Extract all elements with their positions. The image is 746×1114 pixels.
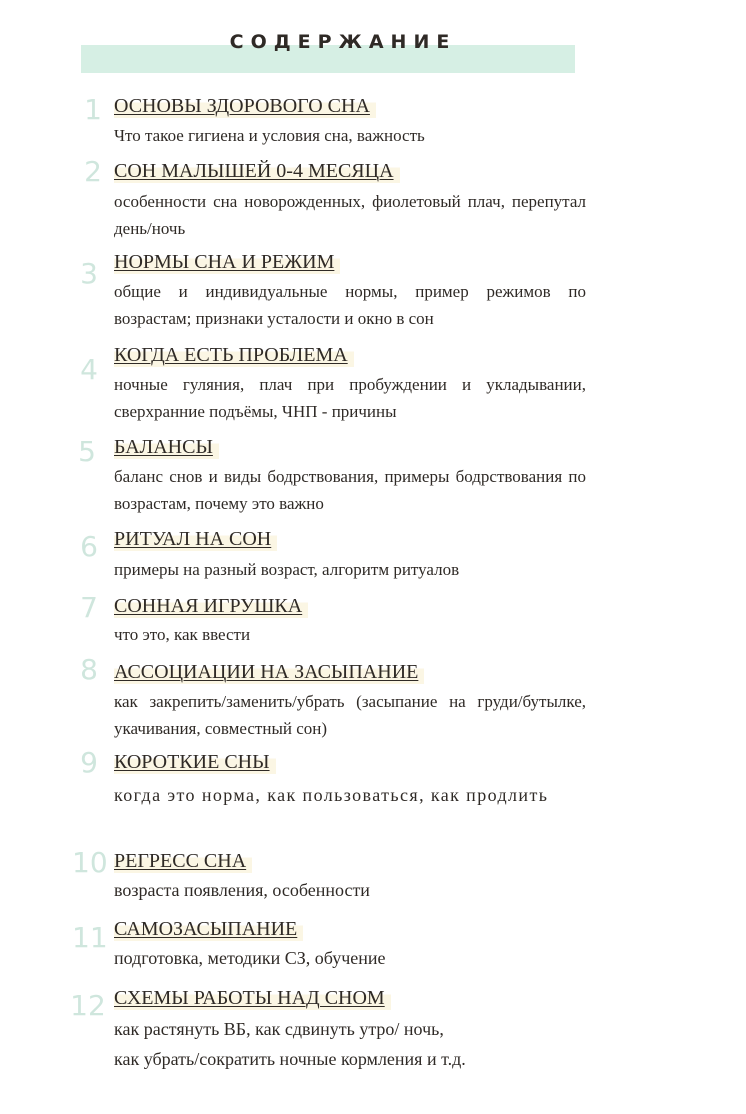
- item-heading[interactable]: САМОЗАСЫПАНИЕ: [114, 917, 303, 941]
- item-number: 8: [80, 653, 98, 686]
- item-heading[interactable]: РИТУАЛ НА СОН: [114, 527, 277, 551]
- item-heading[interactable]: РЕГРЕСС СНА: [114, 849, 252, 873]
- item-number: 11: [72, 921, 108, 954]
- item-number: 12: [70, 989, 106, 1022]
- item-description-line-2: как убрать/сократить ночные кормления и т.д.: [114, 1049, 466, 1069]
- item-description: что это, как ввести: [114, 625, 251, 644]
- item-description: [114, 1014, 586, 1074]
- item-number: 2: [84, 155, 102, 188]
- item-heading[interactable]: КОРОТКИЕ СНЫ: [114, 750, 276, 774]
- item-heading[interactable]: СОННАЯ ИГРУШКА: [114, 594, 308, 618]
- item-description: баланс снов и виды бодрствования, примеры бодрствования по возрастам, почему это важно: [114, 467, 586, 513]
- item-number: 5: [78, 435, 96, 468]
- item-description: примеры на разный возраст, алгоритм ритуалов: [114, 560, 460, 579]
- item-heading[interactable]: БАЛАНСЫ: [114, 435, 219, 459]
- item-number: 1: [84, 93, 102, 126]
- page-title: СОДЕРЖАНИЕ: [229, 31, 457, 53]
- item-number: 4: [80, 353, 98, 386]
- item-description: общие и индивидуальные нормы, пример режимов по возрастам; признаки усталости и окно в сон: [114, 282, 586, 328]
- item-description: ночные гуляния, плач при пробуждении и укладывании, сверхранние подъёмы, ЧНП - причины: [114, 375, 586, 421]
- item-heading[interactable]: АССОЦИАЦИИ НА ЗАСЫПАНИЕ: [114, 660, 424, 684]
- item-heading[interactable]: НОРМЫ СНА И РЕЖИМ: [114, 250, 340, 274]
- item-number: 9: [80, 746, 98, 779]
- item-description-line-1: как растянуть ВБ, как сдвинуть утро/ ночь,: [114, 1019, 444, 1039]
- item-description: как закрепить/заменить/убрать (засыпание на груди/бутылке, укачивания, совместный сон): [114, 692, 586, 738]
- item-description: Что такое гигиена и условия сна, важность: [114, 126, 425, 145]
- item-heading[interactable]: СОН МАЛЫШЕЙ 0-4 МЕСЯЦА: [114, 159, 400, 183]
- item-description: когда это норма, как пользоваться, как продлить: [114, 785, 549, 805]
- item-description: возраста появления, особенности: [114, 880, 370, 900]
- item-number: 6: [80, 530, 98, 563]
- item-number: 10: [72, 846, 108, 879]
- item-number: 3: [80, 257, 98, 290]
- item-heading[interactable]: ОСНОВЫ ЗДОРОВОГО СНА: [114, 94, 376, 118]
- item-number: 7: [80, 591, 98, 624]
- item-description: особенности сна новорожденных, фиолетовый плач, перепутал день/ночь: [114, 192, 586, 238]
- item-heading[interactable]: КОГДА ЕСТЬ ПРОБЛЕМА: [114, 343, 354, 367]
- item-heading[interactable]: СХЕМЫ РАБОТЫ НАД СНОМ: [114, 986, 391, 1010]
- item-description: подготовка, методики СЗ, обучение: [114, 948, 386, 968]
